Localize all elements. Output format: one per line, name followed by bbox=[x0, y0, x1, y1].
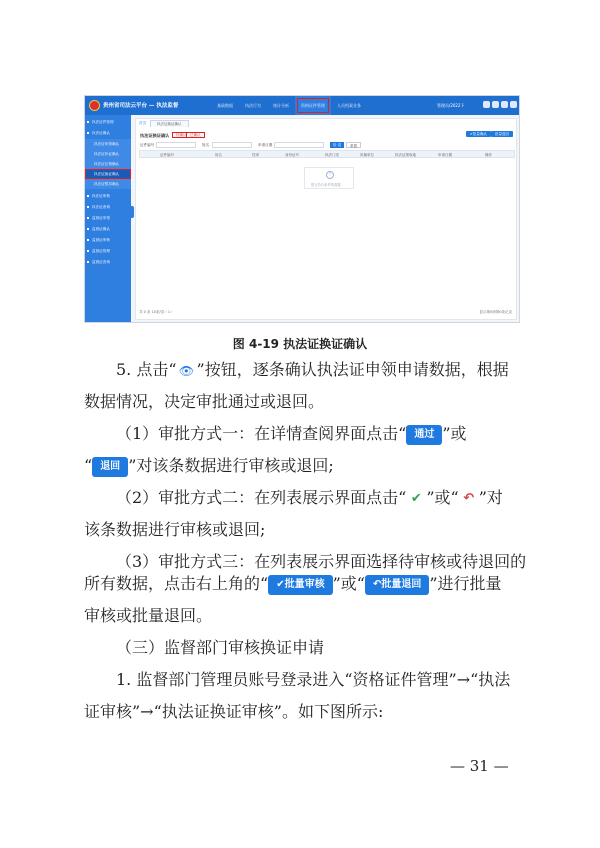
breadcrumb[interactable]: 首页 bbox=[139, 121, 147, 125]
method1-line2: “ 退回 ”对该条数据进行审核或退回; bbox=[84, 456, 334, 475]
user-name[interactable]: 管理员/2022下 bbox=[437, 103, 465, 108]
empty-state bbox=[304, 167, 354, 189]
method1-line1: （1）审批方式一：在详情查阅界面点击“ 通过 ”或 bbox=[116, 424, 467, 443]
method2-line2: 该条数据进行审核或退回; bbox=[84, 520, 266, 539]
app-header bbox=[85, 96, 520, 115]
reset-button[interactable]: 重置 bbox=[346, 142, 361, 148]
paragraph-step5-line2: 数据情况，决定审批通过或退回。 bbox=[84, 392, 325, 411]
batch-return-illustration: ↶批量退回 bbox=[365, 575, 429, 595]
name-input[interactable] bbox=[212, 142, 252, 148]
batch-approve-illustration: ✔批量审核 bbox=[268, 575, 332, 595]
sidebar bbox=[85, 115, 131, 323]
batch-return-button[interactable]: 批量退回 bbox=[491, 131, 513, 137]
sidebar-item[interactable]: 执法证审核 bbox=[85, 191, 131, 201]
filter-label: 证件编号 bbox=[140, 143, 155, 147]
method2-line1: （2）审批方式二：在列表展示界面点击“ ✔ ”或“ ↶ ”对 bbox=[116, 488, 503, 507]
sidebar-subitem[interactable]: 执法证注销确认 bbox=[85, 159, 131, 169]
eye-icon: 👁 bbox=[178, 363, 195, 378]
search-button[interactable]: 检 索 bbox=[330, 142, 344, 148]
pagination[interactable]: 共 0 条 10条/页 ‹ 1 › bbox=[139, 310, 173, 314]
filter-label: 申请日期 bbox=[258, 143, 273, 147]
figure-caption: 图 4-19 执法证换证确认 bbox=[232, 337, 368, 351]
record-count: 显示第0到第0条记录 bbox=[479, 310, 512, 314]
pass-button-illustration: 通过 bbox=[406, 425, 442, 445]
sidebar-item[interactable]: 执法证查询 bbox=[85, 202, 131, 212]
nav-item-basic-data[interactable]: 基础数据 bbox=[217, 103, 233, 108]
emblem-icon bbox=[89, 100, 100, 111]
tab-renewal-confirm[interactable]: 执法证换证确认 bbox=[150, 120, 189, 127]
main-panel bbox=[135, 118, 517, 320]
return-button-illustration: 退回 bbox=[92, 457, 128, 477]
sidebar-subitem[interactable]: 执法证申领确认 bbox=[85, 139, 131, 149]
cert-number-input[interactable] bbox=[156, 142, 196, 148]
column-header[interactable]: 性别 bbox=[252, 153, 259, 157]
info-icon: ! bbox=[326, 171, 334, 179]
cloud-icon[interactable] bbox=[501, 101, 508, 108]
sidebar-subitem[interactable]: 执法证补证确认 bbox=[85, 149, 131, 159]
sidebar-item[interactable]: 监督证确认 bbox=[85, 224, 131, 234]
return-arrow-icon: ↶ bbox=[463, 490, 475, 506]
sidebar-item[interactable]: 执法证件管理 bbox=[85, 117, 131, 127]
nav-item-statistics[interactable]: 统计分析 bbox=[273, 103, 289, 108]
nav-item-enforcement[interactable]: 执法行为 bbox=[245, 103, 261, 108]
paragraph-1-line2: 证审核”→“执法证换证审核”。如下图所示: bbox=[84, 702, 384, 721]
column-header[interactable]: 身份证号 bbox=[285, 153, 299, 157]
sidebar-item[interactable]: 监督证管理 bbox=[85, 246, 131, 256]
panel-title: 执法证换证确认 bbox=[140, 133, 170, 138]
column-header[interactable]: 证件编号 bbox=[160, 153, 174, 157]
method3-line3: 审核或批量退回。 bbox=[84, 606, 213, 625]
table-header bbox=[139, 150, 515, 158]
column-header: 操作 bbox=[485, 153, 492, 157]
empty-text: 暂无符合条件的数据 bbox=[311, 183, 341, 187]
sidebar-item[interactable]: 执法证确认 bbox=[85, 128, 131, 138]
filter-label: 姓名 bbox=[202, 143, 210, 147]
sidebar-collapse-handle[interactable] bbox=[131, 206, 134, 218]
check-icon: ✔ bbox=[410, 490, 422, 506]
column-header[interactable]: 姓名 bbox=[215, 153, 222, 157]
page-number: — 31 — bbox=[450, 757, 509, 775]
user-icon[interactable] bbox=[492, 101, 499, 108]
app-title: 贵州省司法云平台 — 执法监督 bbox=[103, 103, 179, 109]
apply-date-input[interactable] bbox=[274, 142, 324, 148]
column-header[interactable]: 所属单位 bbox=[360, 153, 374, 157]
paragraph-step5-line1: 5. 点击“ 👁 ”按钮，逐条确认执法证申领申请数据，根据 bbox=[116, 360, 509, 379]
column-header[interactable]: 执法证领取地 bbox=[395, 153, 416, 157]
status-filter-pending[interactable]: 待确认 bbox=[172, 132, 191, 138]
nav-item-certificates[interactable]: 资格证件管理 bbox=[295, 96, 331, 115]
figure-screenshot bbox=[84, 95, 520, 323]
home-icon[interactable] bbox=[483, 101, 490, 108]
sidebar-subitem-renewal-confirm[interactable]: 执法证换证确认 bbox=[85, 169, 131, 179]
power-icon[interactable] bbox=[510, 101, 517, 108]
paragraph-1-line1: 1. 监督部门管理员账号登录进入“资格证件管理”→“执法 bbox=[116, 670, 511, 689]
sidebar-item[interactable]: 监督证申领 bbox=[85, 213, 131, 223]
column-header[interactable]: 申请日期 bbox=[438, 153, 452, 157]
nav-item-archives[interactable]: 人员档案业务 bbox=[337, 103, 361, 108]
top-nav bbox=[211, 96, 367, 115]
section-heading-3: （三）监督部门审核换证申请 bbox=[116, 638, 325, 657]
method3-line1: （3）审批方式三：在列表展示界面选择待审核或待退回的 bbox=[116, 552, 527, 571]
sidebar-subitem[interactable]: 执法证暂扣确认 bbox=[85, 179, 131, 189]
column-header[interactable]: 执法门类 bbox=[325, 153, 339, 157]
sidebar-item[interactable]: 监督证查询 bbox=[85, 257, 131, 267]
method3-line2: 所有数据，点击右上角的“ ✔批量审核 ”或“ ↶批量退回 ”进行批量 bbox=[84, 574, 502, 593]
sidebar-item[interactable]: 监督证审核 bbox=[85, 235, 131, 245]
status-filter-confirmed[interactable]: 已确认 bbox=[186, 132, 205, 138]
batch-approve-button[interactable]: ✔批量确认 bbox=[466, 131, 491, 137]
